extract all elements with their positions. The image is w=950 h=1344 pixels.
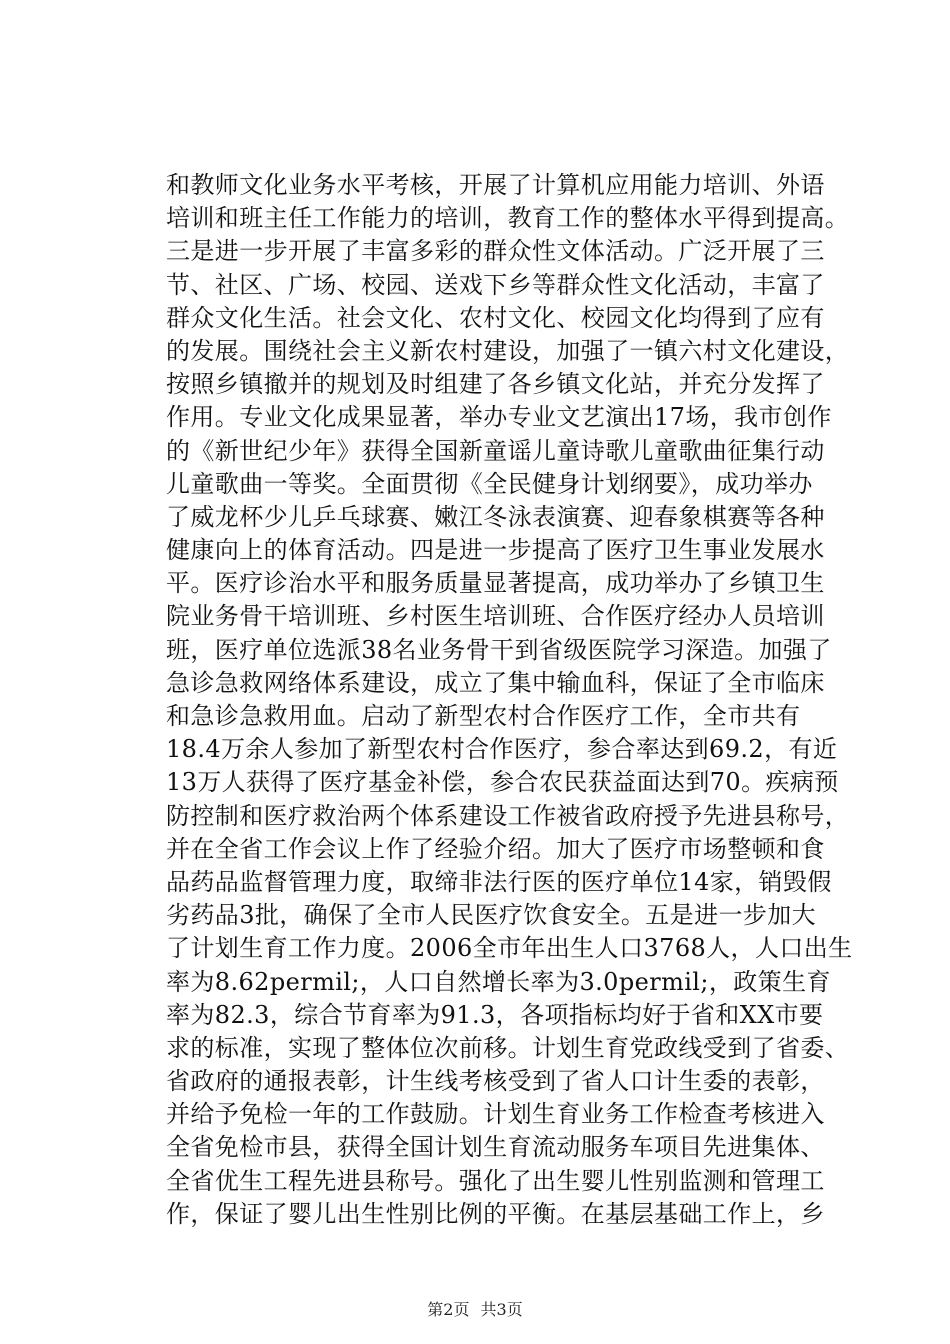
- text-line: 并给予免检一年的工作鼓励。计划生育业务工作检查考核进入: [166, 1100, 825, 1129]
- text-line: 率为82.3，综合节育率为91.3，各项指标均好于省和XX市要: [166, 1000, 824, 1029]
- body-text: [166, 169, 866, 1231]
- text-line: 的《新世纪少年》获得全国新童谣儿童诗歌儿童歌曲征集行动: [166, 436, 825, 465]
- page-number: 第2页: [427, 1300, 470, 1319]
- text-line: 求的标准，实现了整体位次前移。计划生育党政线受到了省委、: [166, 1033, 850, 1062]
- text-line: 按照乡镇撤并的规划及时组建了各乡镇文化站，并充分发挥了: [166, 370, 825, 399]
- text-line: 节、社区、广场、校园、送戏下乡等群众性文化活动，丰富了: [166, 270, 825, 299]
- text-line: 的发展。围绕社会主义新农村建设，加强了一镇六村文化建设，: [166, 336, 850, 365]
- text-line: 了计划生育工作力度。2006全市年出生人口3768人，人口出生: [166, 934, 853, 963]
- text-line: 平。医疗诊治水平和服务质量显著提高，成功举办了乡镇卫生: [166, 569, 825, 598]
- text-line: 三是进一步开展了丰富多彩的群众性文体活动。广泛开展了三: [166, 237, 825, 266]
- text-line: 18.4万余人参加了新型农村合作医疗，参合率达到69.2，有近: [166, 735, 838, 764]
- text-line: 作，保证了婴儿出生性别比例的平衡。在基层基础工作上，乡: [166, 1199, 825, 1228]
- text-line: 了威龙杯少儿乒乓球赛、嫩江冬泳表演赛、迎春象棋赛等各种: [166, 502, 825, 531]
- text-line: 13万人获得了医疗基金补偿，参合农民获益面达到70。疾病预: [166, 768, 839, 797]
- text-line: 品药品监督管理力度，取缔非法行医的医疗单位14家，销毁假: [166, 867, 832, 896]
- page-total: 共3页: [480, 1300, 523, 1319]
- text-line: 急诊急救网络体系建设，成立了集中输血科，保证了全市临床: [166, 668, 825, 697]
- text-line: 健康向上的体育活动。四是进一步提高了医疗卫生事业发展水: [166, 536, 825, 565]
- text-line: 培训和班主任工作能力的培训，教育工作的整体水平得到提高。: [166, 204, 850, 233]
- text-line: 全省优生工程先进县称号。强化了出生婴儿性别监测和管理工: [166, 1166, 825, 1195]
- text-line: 群众文化生活。社会文化、农村文化、校园文化均得到了应有: [166, 303, 825, 332]
- text-line: 防控制和医疗救治两个体系建设工作被省政府授予先进县称号，: [166, 801, 850, 830]
- page-footer: [0, 1300, 950, 1320]
- text-line: 率为8.62permil;，人口自然增长率为3.0permil;，政策生育: [166, 967, 831, 996]
- text-line: 省政府的通报表彰，计生线考核受到了省人口计生委的表彰，: [166, 1067, 825, 1096]
- text-line: 儿童歌曲一等奖。全面贯彻《全民健身计划纲要》，成功举办: [166, 469, 813, 498]
- text-line: 并在全省工作会议上作了经验介绍。加大了医疗市场整顿和食: [166, 834, 825, 863]
- text-line: 院业务骨干培训班、乡村医生培训班、合作医疗经办人员培训: [166, 602, 825, 631]
- text-line: 班，医疗单位选派38名业务骨干到省级医院学习深造。加强了: [166, 635, 832, 664]
- text-line: 作用。专业文化成果显著，举办专业文艺演出17场，我市创作: [166, 403, 832, 432]
- text-line: 和教师文化业务水平考核，开展了计算机应用能力培训、外语: [166, 171, 825, 199]
- text-line: 和急诊急救用血。启动了新型农村合作医疗工作，全市共有: [166, 702, 801, 730]
- text-line: 全省免检市县，获得全国计划生育流动服务车项目先进集体、: [166, 1133, 825, 1162]
- text-line: 劣药品3批，确保了全市人民医疗饮食安全。五是进一步加大: [166, 901, 817, 930]
